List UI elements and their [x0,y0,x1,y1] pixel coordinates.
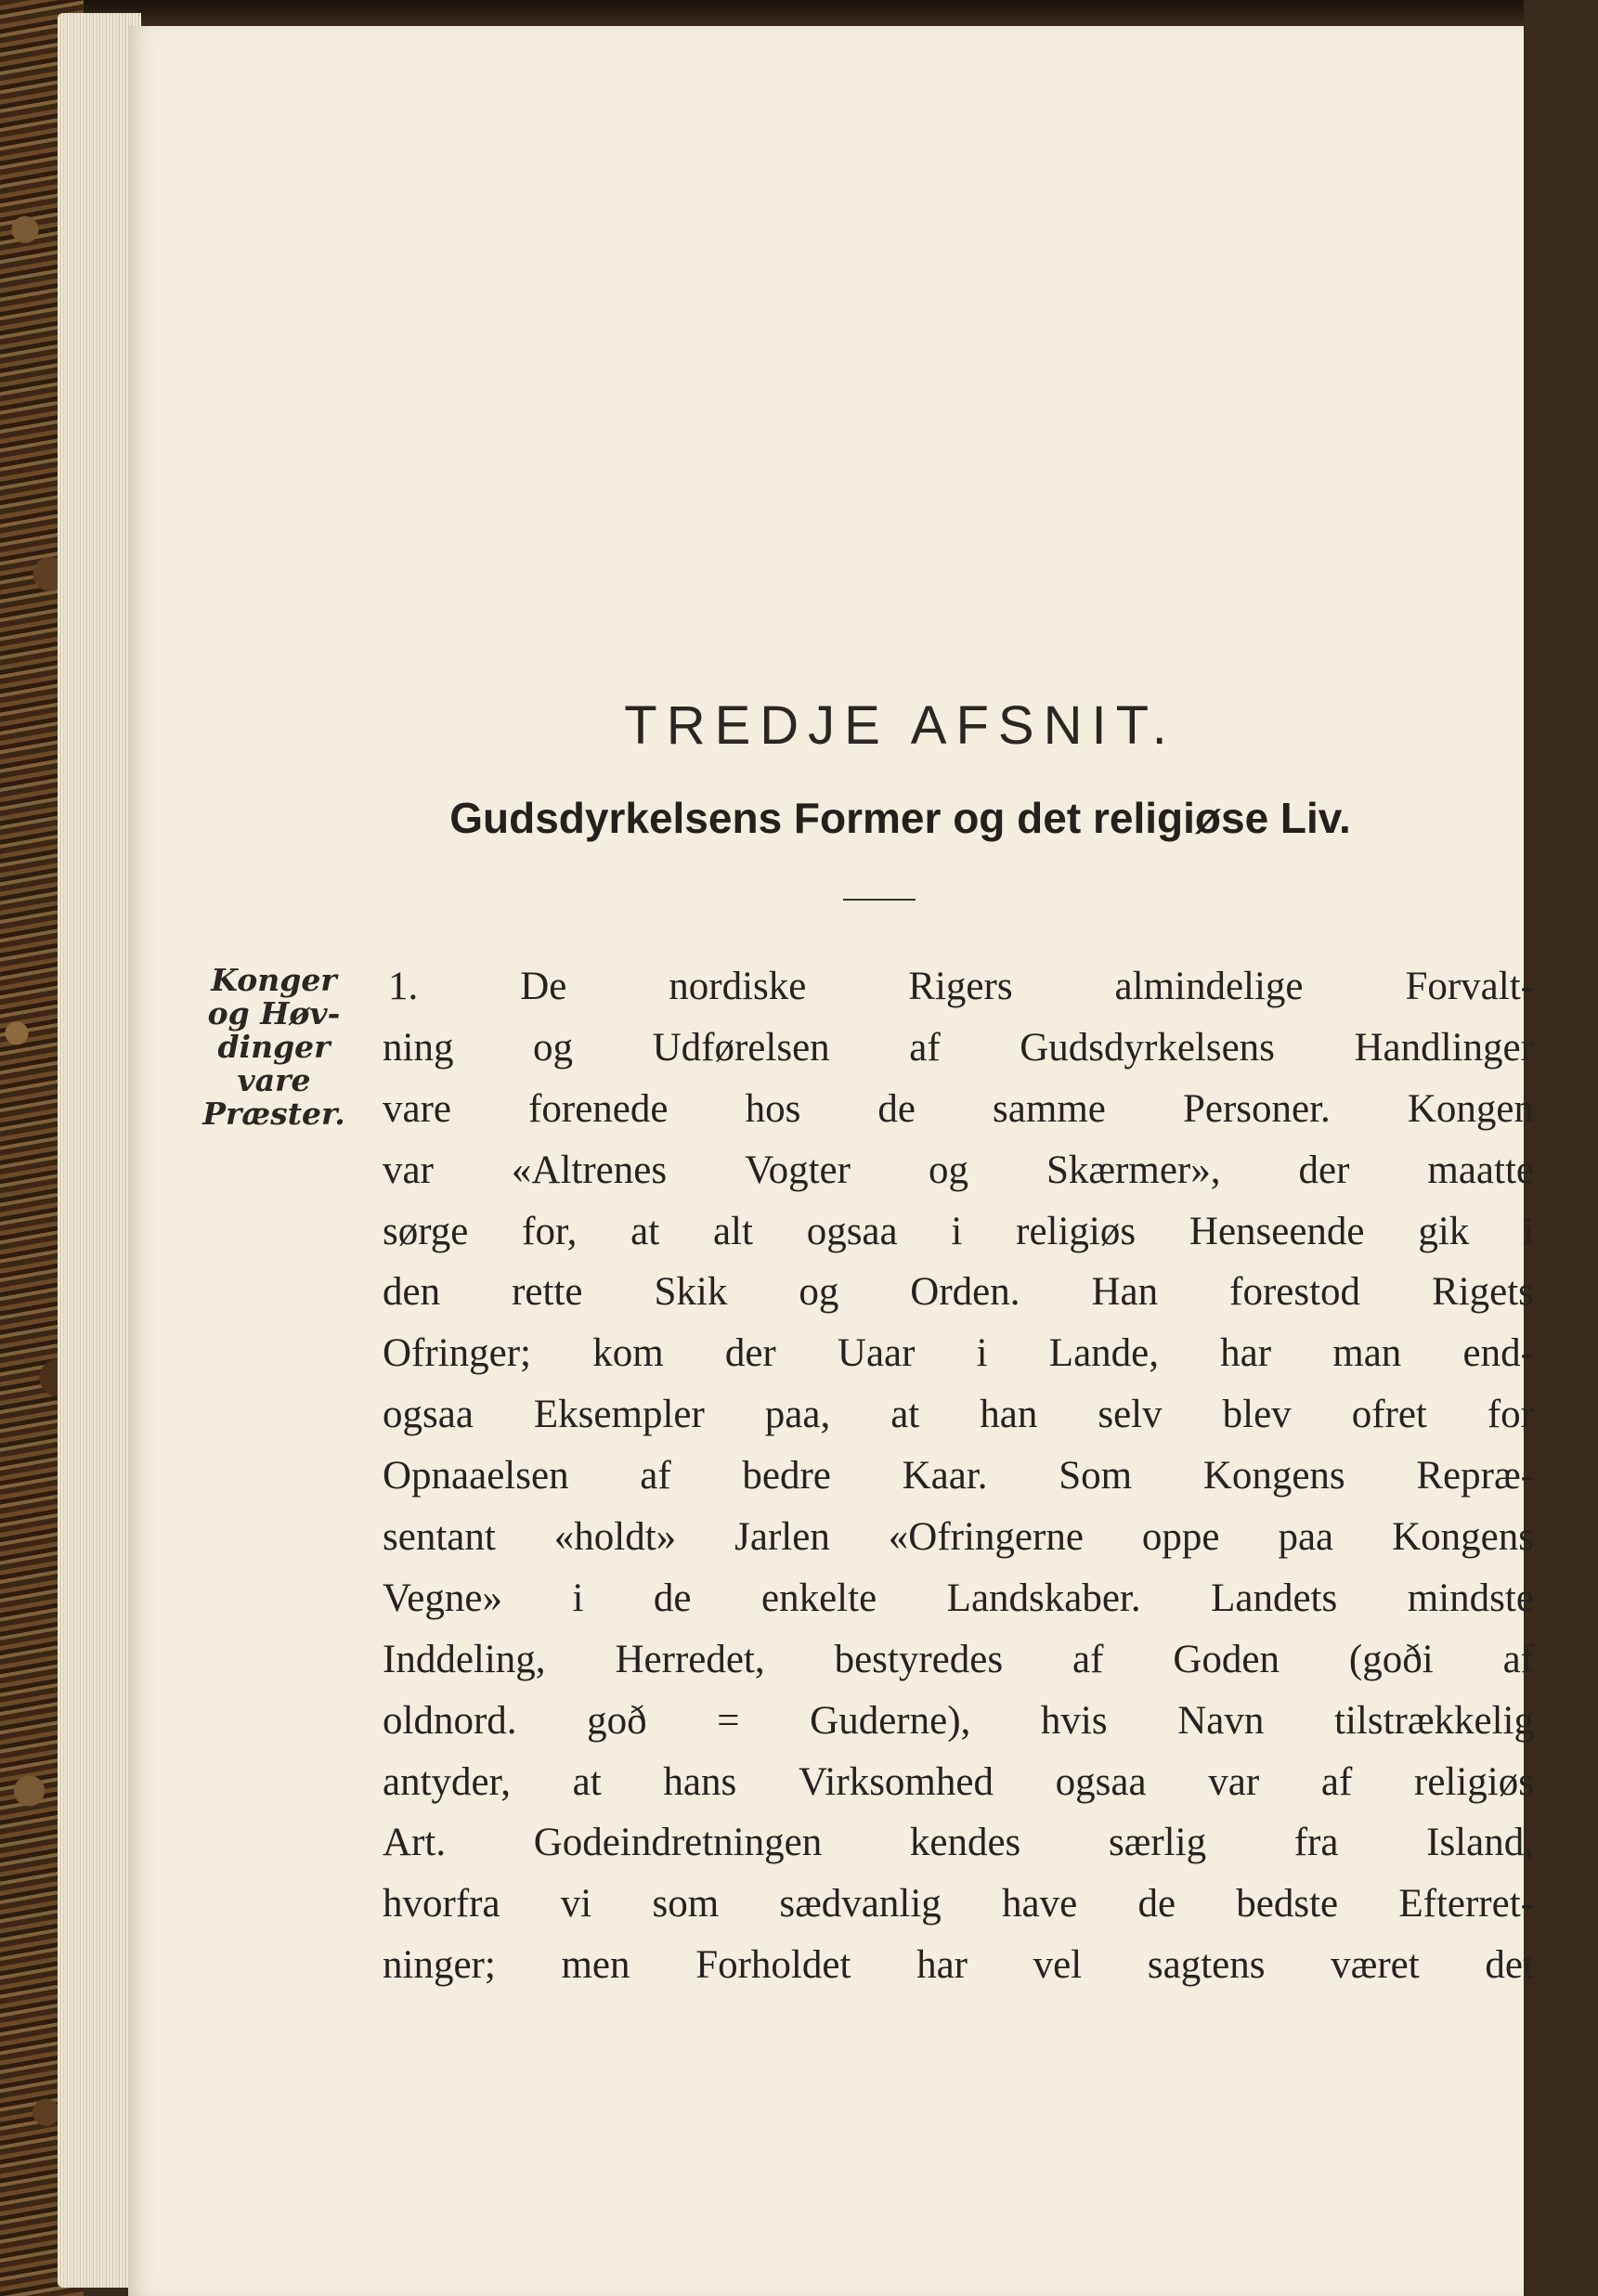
text-line: den rette Skik og Orden. Han forestod Rigets [383,1270,1534,1315]
book-top-edge [0,0,1524,26]
text-line: oldnord. goð = Guderne), hvis Navn tilstrækkelig [383,1698,1534,1743]
margin-note-line: Konger [211,962,337,998]
text-line: antyder, at hans Virksomhed ogsaa var af religiøs [383,1759,1534,1804]
margin-note-line: og Høv- [207,995,341,1031]
margin-note-line: dinger [217,1029,331,1065]
text-line: ninger; men Forholdet har vel sagtens været det [383,1943,1534,1988]
text-line: Opnaaelsen af bedre Kaar. Som Kongens Repræ- [383,1454,1534,1498]
text-line: ogsaa Eksempler paa, at han selv blev ofret for [383,1393,1534,1437]
text-line: sørge for, at alt ogsaa i religiøs Henseende gik i [383,1209,1534,1253]
section-title: Gudsdyrkelsens Former og det religiøse Liv. [449,794,1351,842]
text-line: sentant «holdt» Jarlen «Ofringerne oppe paa Kongens [383,1515,1534,1560]
book-page [128,26,1534,2296]
title-rule [843,899,916,901]
text-line: Vegne» i de enkelte Landskaber. Landets mindste [383,1576,1534,1620]
text-line: Inddeling, Herredet, bestyredes af Goden (goði af [383,1637,1534,1681]
paragraph [383,956,1534,1996]
text-line: Art. Godeindretningen kendes særlig fra Island, [383,1821,1534,1865]
text-line: 1. De nordiske Rigers almindelige Forvalt- [388,965,1534,1008]
text-line: Ofringer; kom der Uaar i Lande, har man end- [383,1331,1534,1376]
margin-note-line: vare [237,1062,311,1098]
text-line: var «Altrenes Vogter og Skærmer», der maatte [383,1148,1534,1192]
text-line: hvorfra vi som sædvanlig have de bedste Efterret- [383,1882,1534,1926]
text-line: ning og Udførelsen af Gudsdyrkelsens Handlinger [383,1025,1534,1070]
margin-note-line: Præster. [202,1096,345,1132]
section-heading: TREDJE AFSNIT. [624,695,1176,756]
text-line: vare forenede hos de samme Personer. Kongen [383,1086,1534,1131]
margin-note [176,964,371,1131]
